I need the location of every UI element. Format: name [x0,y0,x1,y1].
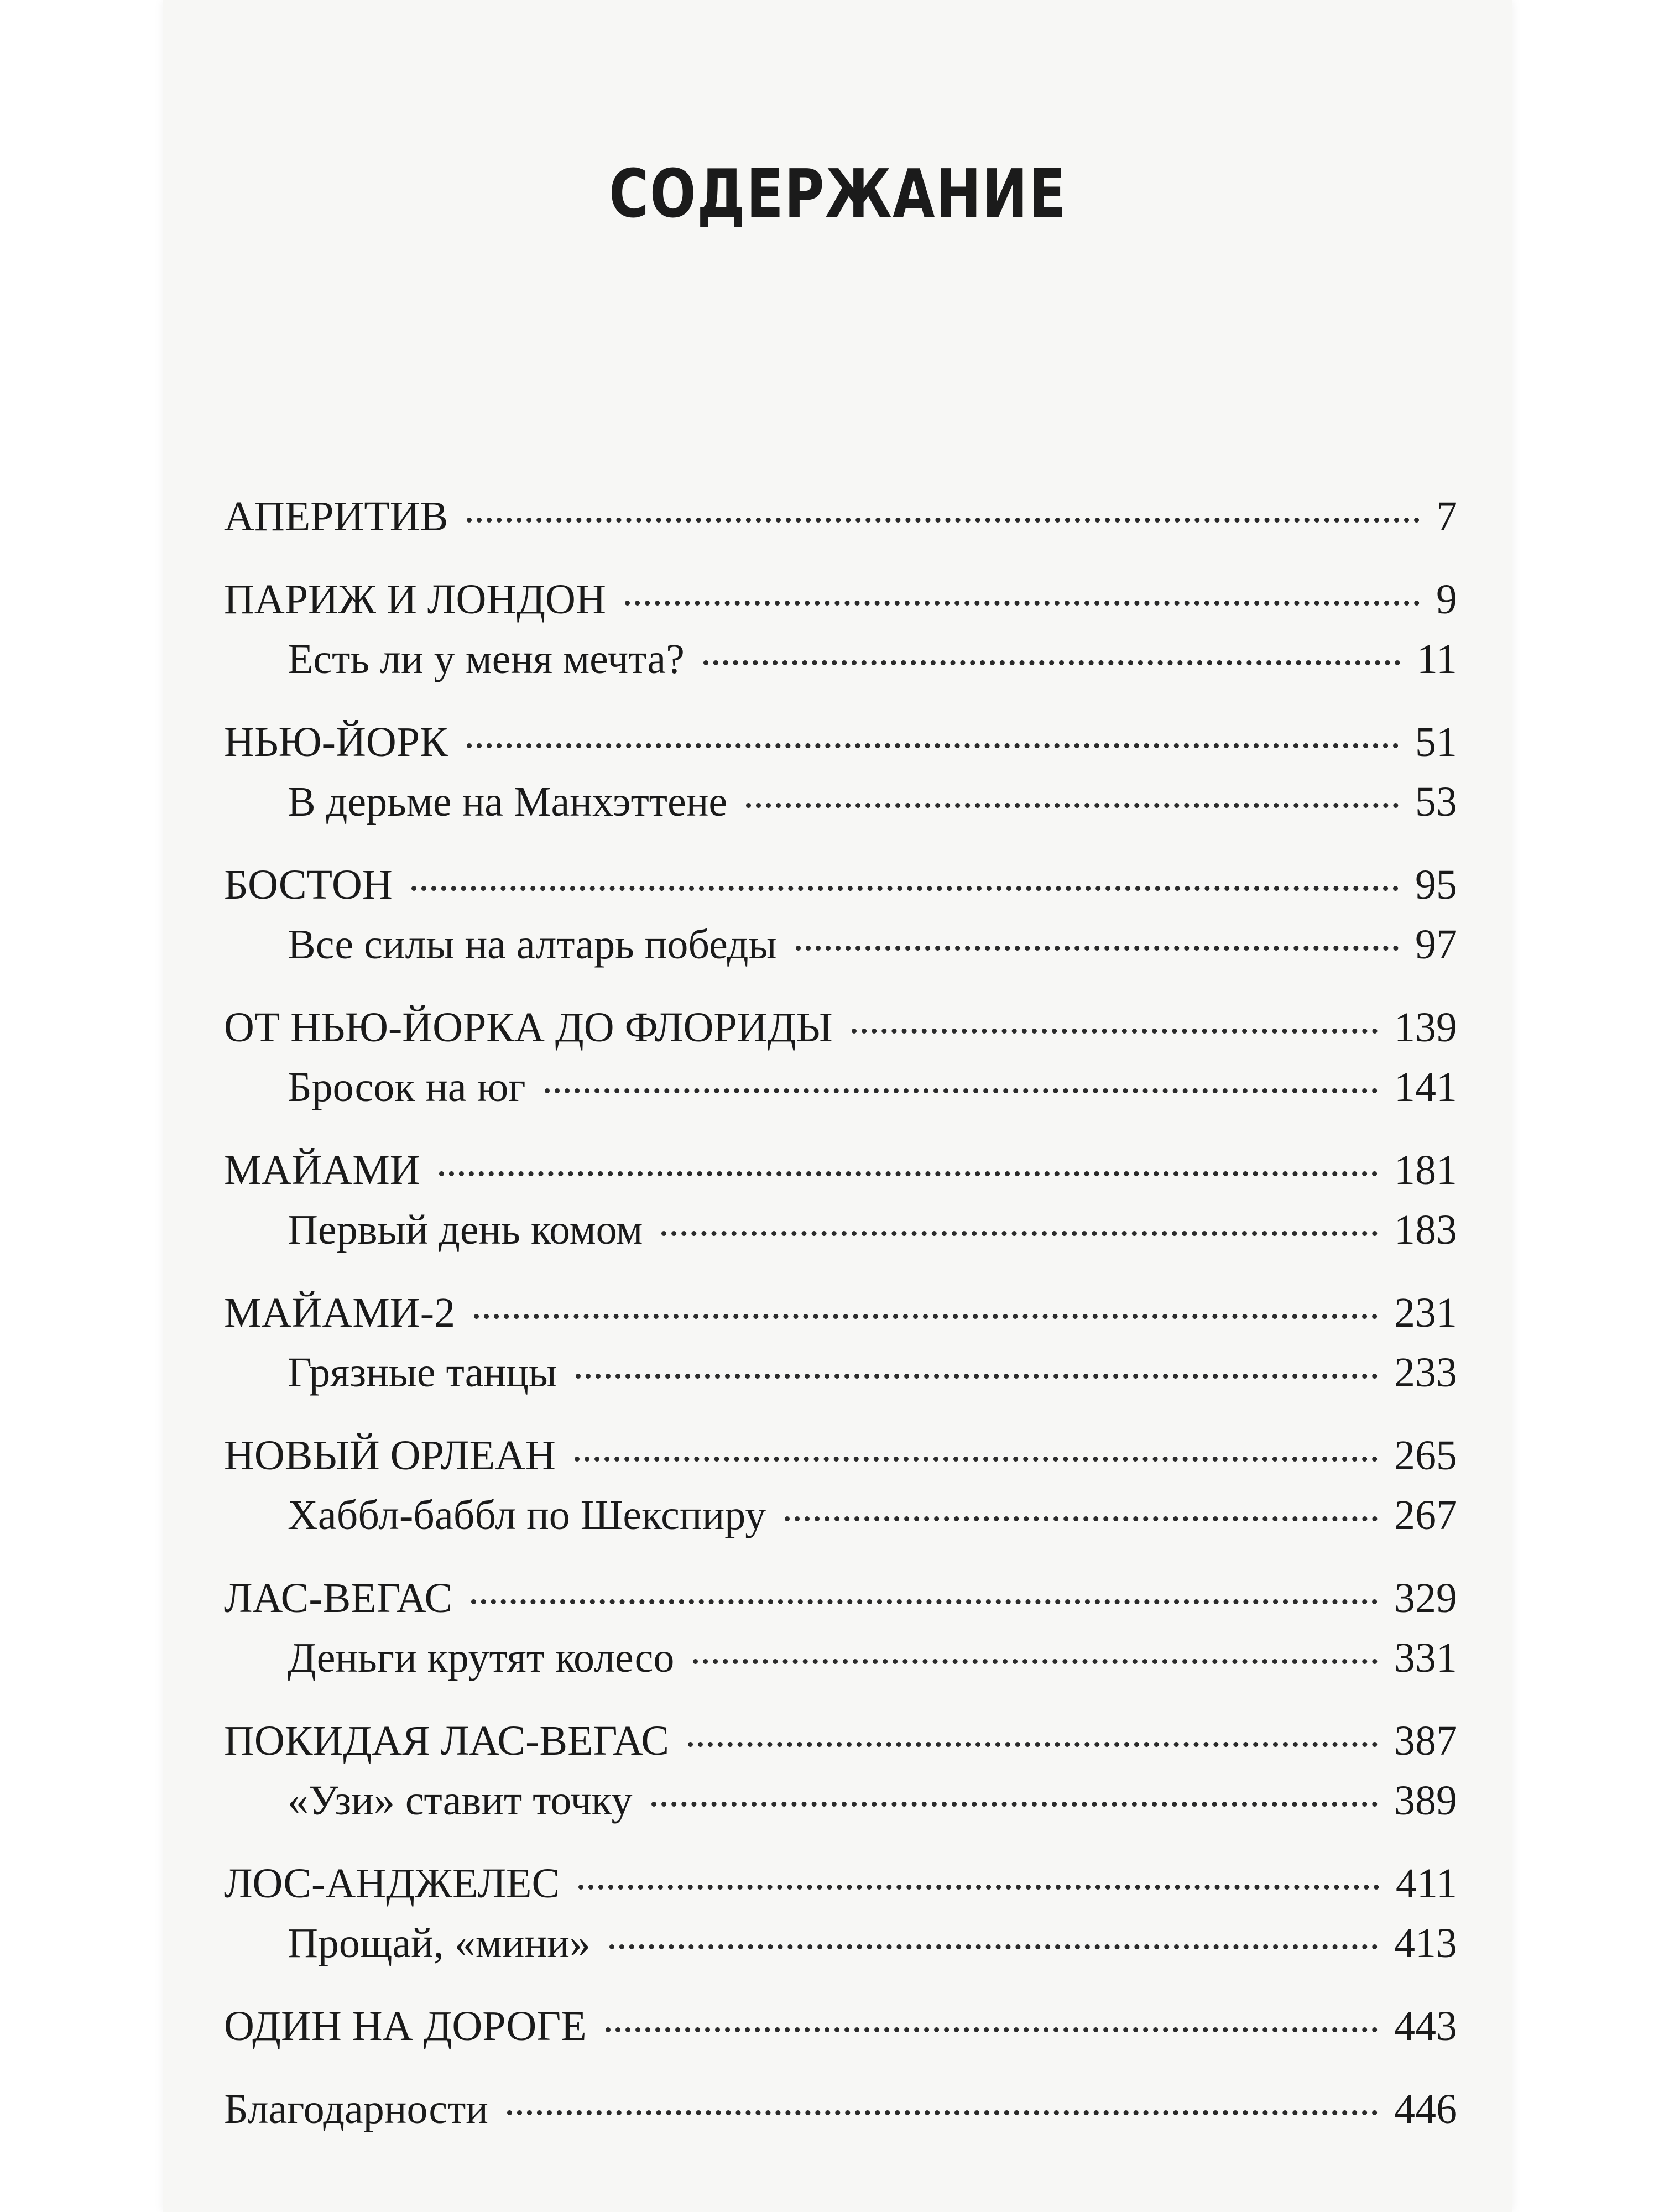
dot-leader [651,1802,1378,1807]
toc-chapter-entry [224,570,1457,629]
dot-leader [703,660,1400,665]
dot-leader [545,1088,1378,1093]
toc-entry-label: МАЙАМИ [224,1147,420,1193]
toc-page-number: 265 [1394,1432,1457,1479]
table-of-contents [224,487,1457,2139]
toc-page-number: 413 [1394,1920,1457,1966]
toc-subentry [224,1628,1457,1688]
toc-entry-label: Есть ли у меня мечта? [288,636,685,682]
toc-chapter-entry [224,1426,1457,1485]
book-page [163,0,1512,2212]
toc-page-number: 233 [1394,1349,1457,1396]
toc-entry-label: ЛОС-АНДЖЕЛЕС [224,1860,560,1907]
dot-leader [576,1374,1378,1379]
toc-entry-label: МАЙАМИ-2 [224,1290,455,1336]
toc-page-number: 139 [1394,1004,1457,1051]
toc-subentry [224,629,1457,689]
dot-leader [439,1171,1378,1176]
toc-chapter-entry [224,1283,1457,1343]
toc-entry-label: БОСТОН [224,862,393,908]
toc-entry-label: ПАРИЖ И ЛОНДОН [224,576,606,623]
toc-chapter-entry [224,712,1457,772]
toc-chapter-entry [224,487,1457,546]
toc-entry-label: Грязные танцы [288,1349,557,1396]
toc-chapter-entry [224,1854,1457,1913]
toc-entry-label: Бросок на юг [288,1064,526,1110]
dot-leader [796,946,1399,951]
toc-page-number: 51 [1415,719,1457,765]
toc-entry-label: АПЕРИТИВ [224,493,448,540]
toc-subentry [224,1913,1457,1973]
toc-page-number: 11 [1416,636,1457,682]
toc-page-number: 443 [1394,2003,1457,2049]
dot-leader [471,1599,1378,1604]
toc-page-number: 389 [1394,1777,1457,1824]
dot-leader [467,518,1420,523]
toc-subentry [224,772,1457,832]
dot-leader [688,1742,1378,1747]
toc-subentry [224,915,1457,974]
toc-page-number: 329 [1394,1575,1457,1621]
page-title: СОДЕРЖАНИЕ [609,156,1067,233]
dot-leader [578,1885,1379,1890]
toc-entry-label: ОДИН НА ДОРОГЕ [224,2003,587,2049]
toc-chapter-entry [224,998,1457,1057]
toc-entry-label: НЬЮ-ЙОРК [224,719,448,765]
toc-chapter-entry [224,855,1457,915]
toc-subentry [224,1200,1457,1260]
toc-entry-label: Хаббл-баббл по Шекспиру [288,1492,766,1538]
toc-page-number: 97 [1415,921,1457,968]
toc-subentry [224,1485,1457,1545]
toc-chapter-entry [224,1568,1457,1628]
toc-page-number: 267 [1394,1492,1457,1538]
toc-page-number: 7 [1436,493,1457,540]
toc-entry-label: НОВЫЙ ОРЛЕАН [224,1432,556,1479]
dot-leader [693,1659,1378,1664]
toc-chapter-entry [224,1140,1457,1200]
dot-leader [507,2110,1378,2115]
dot-leader [606,2027,1378,2032]
toc-page-number: 9 [1436,576,1457,623]
toc-subentry [224,1057,1457,1117]
toc-page-number: 141 [1394,1064,1457,1110]
toc-page-number: 231 [1394,1290,1457,1336]
toc-chapter-entry [224,1996,1457,2056]
toc-entry-label: Прощай, «мини» [288,1920,591,1966]
toc-page-number: 183 [1394,1207,1457,1253]
toc-entry-label: Первый день комом [288,1207,643,1253]
toc-entry-label: ПОКИДАЯ ЛАС-ВЕГАС [224,1718,669,1764]
dot-leader [661,1231,1378,1236]
dot-leader [575,1457,1378,1462]
toc-entry-label: Все силы на алтарь победы [288,921,777,968]
toc-entry-label: «Узи» ставит точку [288,1777,633,1824]
toc-chapter-entry [224,1711,1457,1771]
dot-leader [411,886,1399,891]
dot-leader [625,601,1420,606]
toc-page-number: 53 [1415,779,1457,825]
dot-leader [852,1029,1378,1034]
dot-leader [609,1944,1378,1949]
toc-entry-label: ЛАС-ВЕГАС [224,1575,453,1621]
toc-entry-label: ОТ НЬЮ-ЙОРКА ДО ФЛОРИДЫ [224,1004,833,1051]
toc-page-number: 387 [1394,1718,1457,1764]
dot-leader [474,1314,1378,1319]
toc-page-number: 95 [1415,862,1457,908]
toc-entry-label: В дерьме на Манхэттене [288,779,728,825]
dot-leader [785,1516,1378,1521]
toc-chapter-entry [224,2079,1457,2139]
toc-page-number: 411 [1395,1860,1457,1907]
toc-page-number: 331 [1394,1635,1457,1681]
toc-subentry [224,1343,1457,1402]
toc-subentry [224,1771,1457,1830]
toc-entry-label: Благодарности [224,2086,488,2132]
toc-entry-label: Деньги крутят колесо [288,1635,675,1681]
toc-page-number: 181 [1394,1147,1457,1193]
dot-leader [746,803,1399,808]
dot-leader [467,743,1399,748]
toc-page-number: 446 [1394,2086,1457,2132]
